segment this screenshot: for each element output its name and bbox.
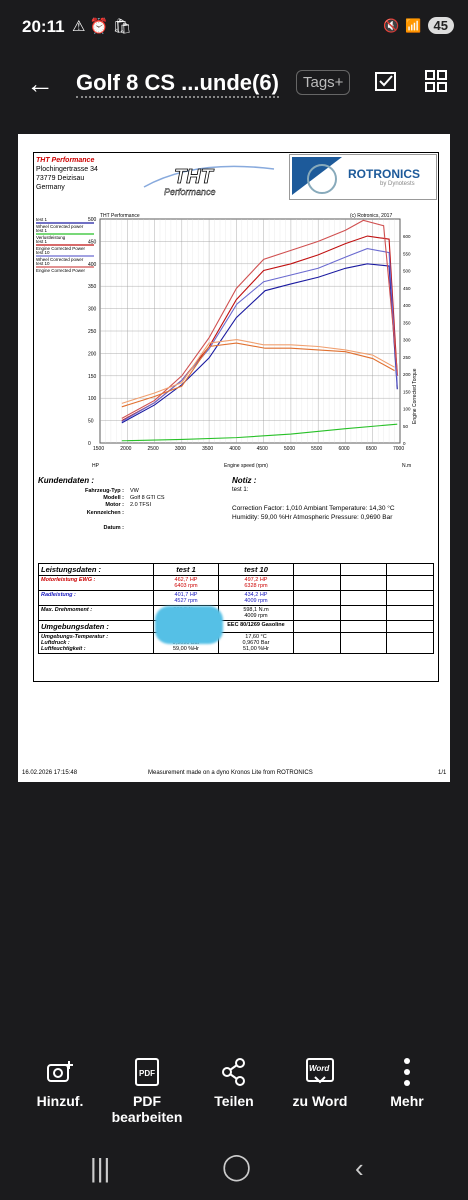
humidity-line: Humidity: 59,00 %Hr Atmospheric Pressure: 0,9690 Bar (232, 514, 393, 521)
address-line: Plochingertrasse 34 (36, 166, 98, 173)
add-label: Hinzuf. (36, 1093, 84, 1109)
y2-tick-label: 350 (403, 320, 411, 326)
chart-header-right: (c) Rotronics, 2017 (350, 213, 393, 219)
correction-line: Correction Factor: 1,010 Ambiant Temperature: 14,30 °C (232, 505, 395, 512)
rotronics-text: ROTRONICS (348, 167, 420, 181)
pdf-edit-button[interactable] (102, 1057, 192, 1125)
x-axis-unit: N.m (402, 463, 412, 469)
back-nav-icon[interactable]: ‹ (355, 1153, 364, 1183)
legend-series-label: Wheel Corrected power (36, 257, 84, 262)
legend-test-label: test 10 (36, 250, 50, 255)
add-photo-icon (45, 1057, 75, 1087)
y-tick-label: 450 (88, 239, 97, 246)
y-tick-label: 50 (88, 418, 94, 425)
y2-tick-label: 550 (403, 251, 411, 257)
share-icon (219, 1057, 249, 1087)
dyno-report (33, 152, 439, 682)
x-tick-label: 6000 (338, 446, 350, 452)
more-button[interactable] (362, 1057, 452, 1109)
field-label: Datum : (103, 525, 124, 531)
mute-icon: 🔇 (383, 17, 400, 33)
share-button[interactable] (189, 1057, 279, 1109)
kundendaten-title: Kundendaten : (38, 476, 94, 485)
svg-text:PDF: PDF (139, 1069, 155, 1078)
svg-text:Word: Word (309, 1064, 330, 1073)
field-label: Kennzeichen : (86, 510, 124, 516)
legend-series-label: Engine Corrected Power (36, 268, 86, 273)
legend-test-label: test 1 (36, 228, 48, 233)
wifi-icon: 📶 (405, 17, 422, 33)
company-name: THT Performance (36, 157, 95, 164)
select-icon[interactable] (373, 68, 399, 94)
leistung-title: Leistungsdaten : (39, 564, 154, 576)
pdf-edit-icon (132, 1057, 162, 1087)
legend-series-label: Verlustleistung (36, 235, 66, 240)
y-tick-label: 100 (88, 396, 97, 403)
x-tick-label: 1500 (93, 446, 105, 452)
notiz-test: test 1: (232, 487, 249, 493)
rotronics-emblem (292, 157, 342, 197)
y2-tick-label: 150 (403, 389, 411, 395)
dreh-t2: 598,1 N.m 4009 rpm (219, 606, 294, 621)
svg-text:Performance: Performance (164, 187, 216, 197)
x-tick-label: 2000 (120, 446, 132, 452)
legend-series-label: Wheel Corrected power (36, 224, 84, 229)
y-tick-label: 250 (88, 329, 97, 335)
notiz-title: Notiz : (232, 476, 257, 485)
x-tick-label: 3000 (174, 446, 186, 452)
y-tick-label: 0 (88, 441, 91, 447)
field-label: Motor : (105, 502, 124, 508)
address-line: 73779 Deizisau (36, 175, 85, 182)
x-tick-label: 4500 (256, 446, 268, 452)
footer-date: 16.02.2026 17:15:48 (22, 770, 78, 776)
dreh-label: Max. Drehmoment : (39, 606, 154, 621)
field-value: 2.0 TFSI (130, 502, 151, 508)
x-tick-label: 2500 (147, 446, 159, 452)
chart-header-left: THT Performance (100, 213, 140, 219)
y2-tick-label: 100 (403, 406, 411, 412)
rad-t2: 434,2 HP 4009 rpm (219, 591, 294, 606)
y-tick-label: 350 (88, 284, 97, 291)
y-tick-label: 150 (88, 373, 97, 380)
y-tick-label: 500 (88, 217, 97, 223)
document-title[interactable]: Golf 8 CS ...unde(6) (76, 70, 279, 98)
y2-tick-label: 300 (403, 337, 411, 343)
y2-axis-label: Engine Corrected Torque (412, 368, 418, 424)
battery-indicator: 45 (428, 17, 454, 34)
status-bar (0, 0, 468, 58)
recent-apps-icon[interactable]: ||| (90, 1153, 111, 1183)
y-tick-label: 300 (88, 306, 97, 313)
legend-test-label: test 10 (36, 261, 50, 266)
y-tick-label: 200 (88, 351, 97, 358)
performance-table (38, 563, 434, 654)
tht-logo (134, 159, 284, 199)
umg-title: Umgebungsdaten : (39, 621, 154, 633)
y2-tick-label: 200 (403, 372, 411, 378)
col-test10: test 10 (219, 564, 294, 576)
address-line: Germany (36, 184, 65, 191)
footer-page: 1/1 (438, 770, 447, 776)
rotronics-logo (289, 154, 437, 200)
y2-tick-label: 450 (403, 285, 411, 291)
motor-t1: 462,7 HP 6403 rpm (154, 576, 219, 591)
status-time: 20:11 (22, 17, 65, 36)
rad-label: Radleistung : (39, 591, 154, 606)
grid-view-icon[interactable] (423, 68, 449, 94)
y2-tick-label: 500 (403, 268, 411, 274)
tags-button[interactable]: Tags+ (296, 70, 350, 95)
y2-tick-label: 400 (403, 303, 411, 309)
svg-text:THT: THT (174, 166, 213, 188)
word-icon (305, 1057, 335, 1087)
y-axis-unit: HP (92, 463, 99, 469)
legend-series-label: Engine Corrected Power (36, 246, 86, 251)
footer-note: Measurement made on a dyno Kronos Lite from ROTRONICS (148, 770, 313, 776)
x-tick-label: 5000 (283, 446, 296, 452)
field-label: Modell : (103, 495, 124, 501)
add-button[interactable] (15, 1057, 105, 1109)
share-label: Teilen (214, 1093, 254, 1109)
to-word-label: zu Word (292, 1093, 348, 1109)
col-test1: test 1 (154, 564, 219, 576)
y2-tick-label: 250 (403, 354, 411, 360)
field-value: VW (130, 488, 139, 494)
notification-icons: ⚠ ⏰ 🛍 (72, 18, 132, 35)
x-tick-label: 6500 (365, 446, 377, 452)
company-address (36, 156, 98, 192)
pdf-page[interactable] (18, 134, 450, 782)
pdf-edit-label: PDF bearbeiten (111, 1093, 183, 1125)
legend-test-label: test 1 (36, 239, 48, 244)
umg-col2: EEC 80/1269 Gasoline (219, 621, 294, 633)
status-right (383, 17, 454, 34)
back-arrow-icon[interactable]: ← (26, 68, 54, 99)
home-icon[interactable]: ◯ (222, 1151, 252, 1181)
motor-label: Motorleistung EWG : (39, 576, 154, 591)
y2-tick-label: 0 (403, 441, 406, 446)
y2-tick-label: 50 (403, 423, 409, 429)
more-icon (392, 1057, 422, 1087)
app-bar (0, 58, 468, 110)
x-tick-label: 7000 (393, 446, 405, 452)
x-axis-label: Engine speed (rpm) (224, 463, 268, 469)
umg-temp-label: Umgebungs-Temperatur : Luftdruck : Luftfeuchtigkeit : (39, 633, 154, 654)
x-tick-label: 3500 (202, 446, 214, 452)
legend-test-label: test 1 (36, 217, 48, 222)
y-tick-label: 400 (88, 261, 97, 268)
field-value: Golf 8 GTI CS (130, 495, 165, 501)
bottom-action-bar (0, 1043, 468, 1200)
x-tick-label: 4000 (229, 446, 241, 452)
motor-t2: 497,2 HP 6328 rpm (219, 576, 294, 591)
rotronics-sub: by Dynotests (380, 181, 415, 187)
y2-tick-label: 600 (403, 234, 411, 240)
redaction-scribble (155, 606, 223, 644)
dyno-chart (34, 209, 438, 471)
to-word-button[interactable] (275, 1057, 365, 1109)
more-label: Mehr (390, 1093, 424, 1109)
x-tick-label: 5500 (311, 446, 323, 452)
rad-t1: 401,7 HP 4527 rpm (154, 591, 219, 606)
umg-values-1: 59,00 %Hr (154, 633, 219, 654)
field-label: Fahrzeug-Typ : (84, 488, 124, 494)
umg-values-2: 17,60 °C 0,9670 Bar 51,00 %Hr (219, 633, 294, 654)
